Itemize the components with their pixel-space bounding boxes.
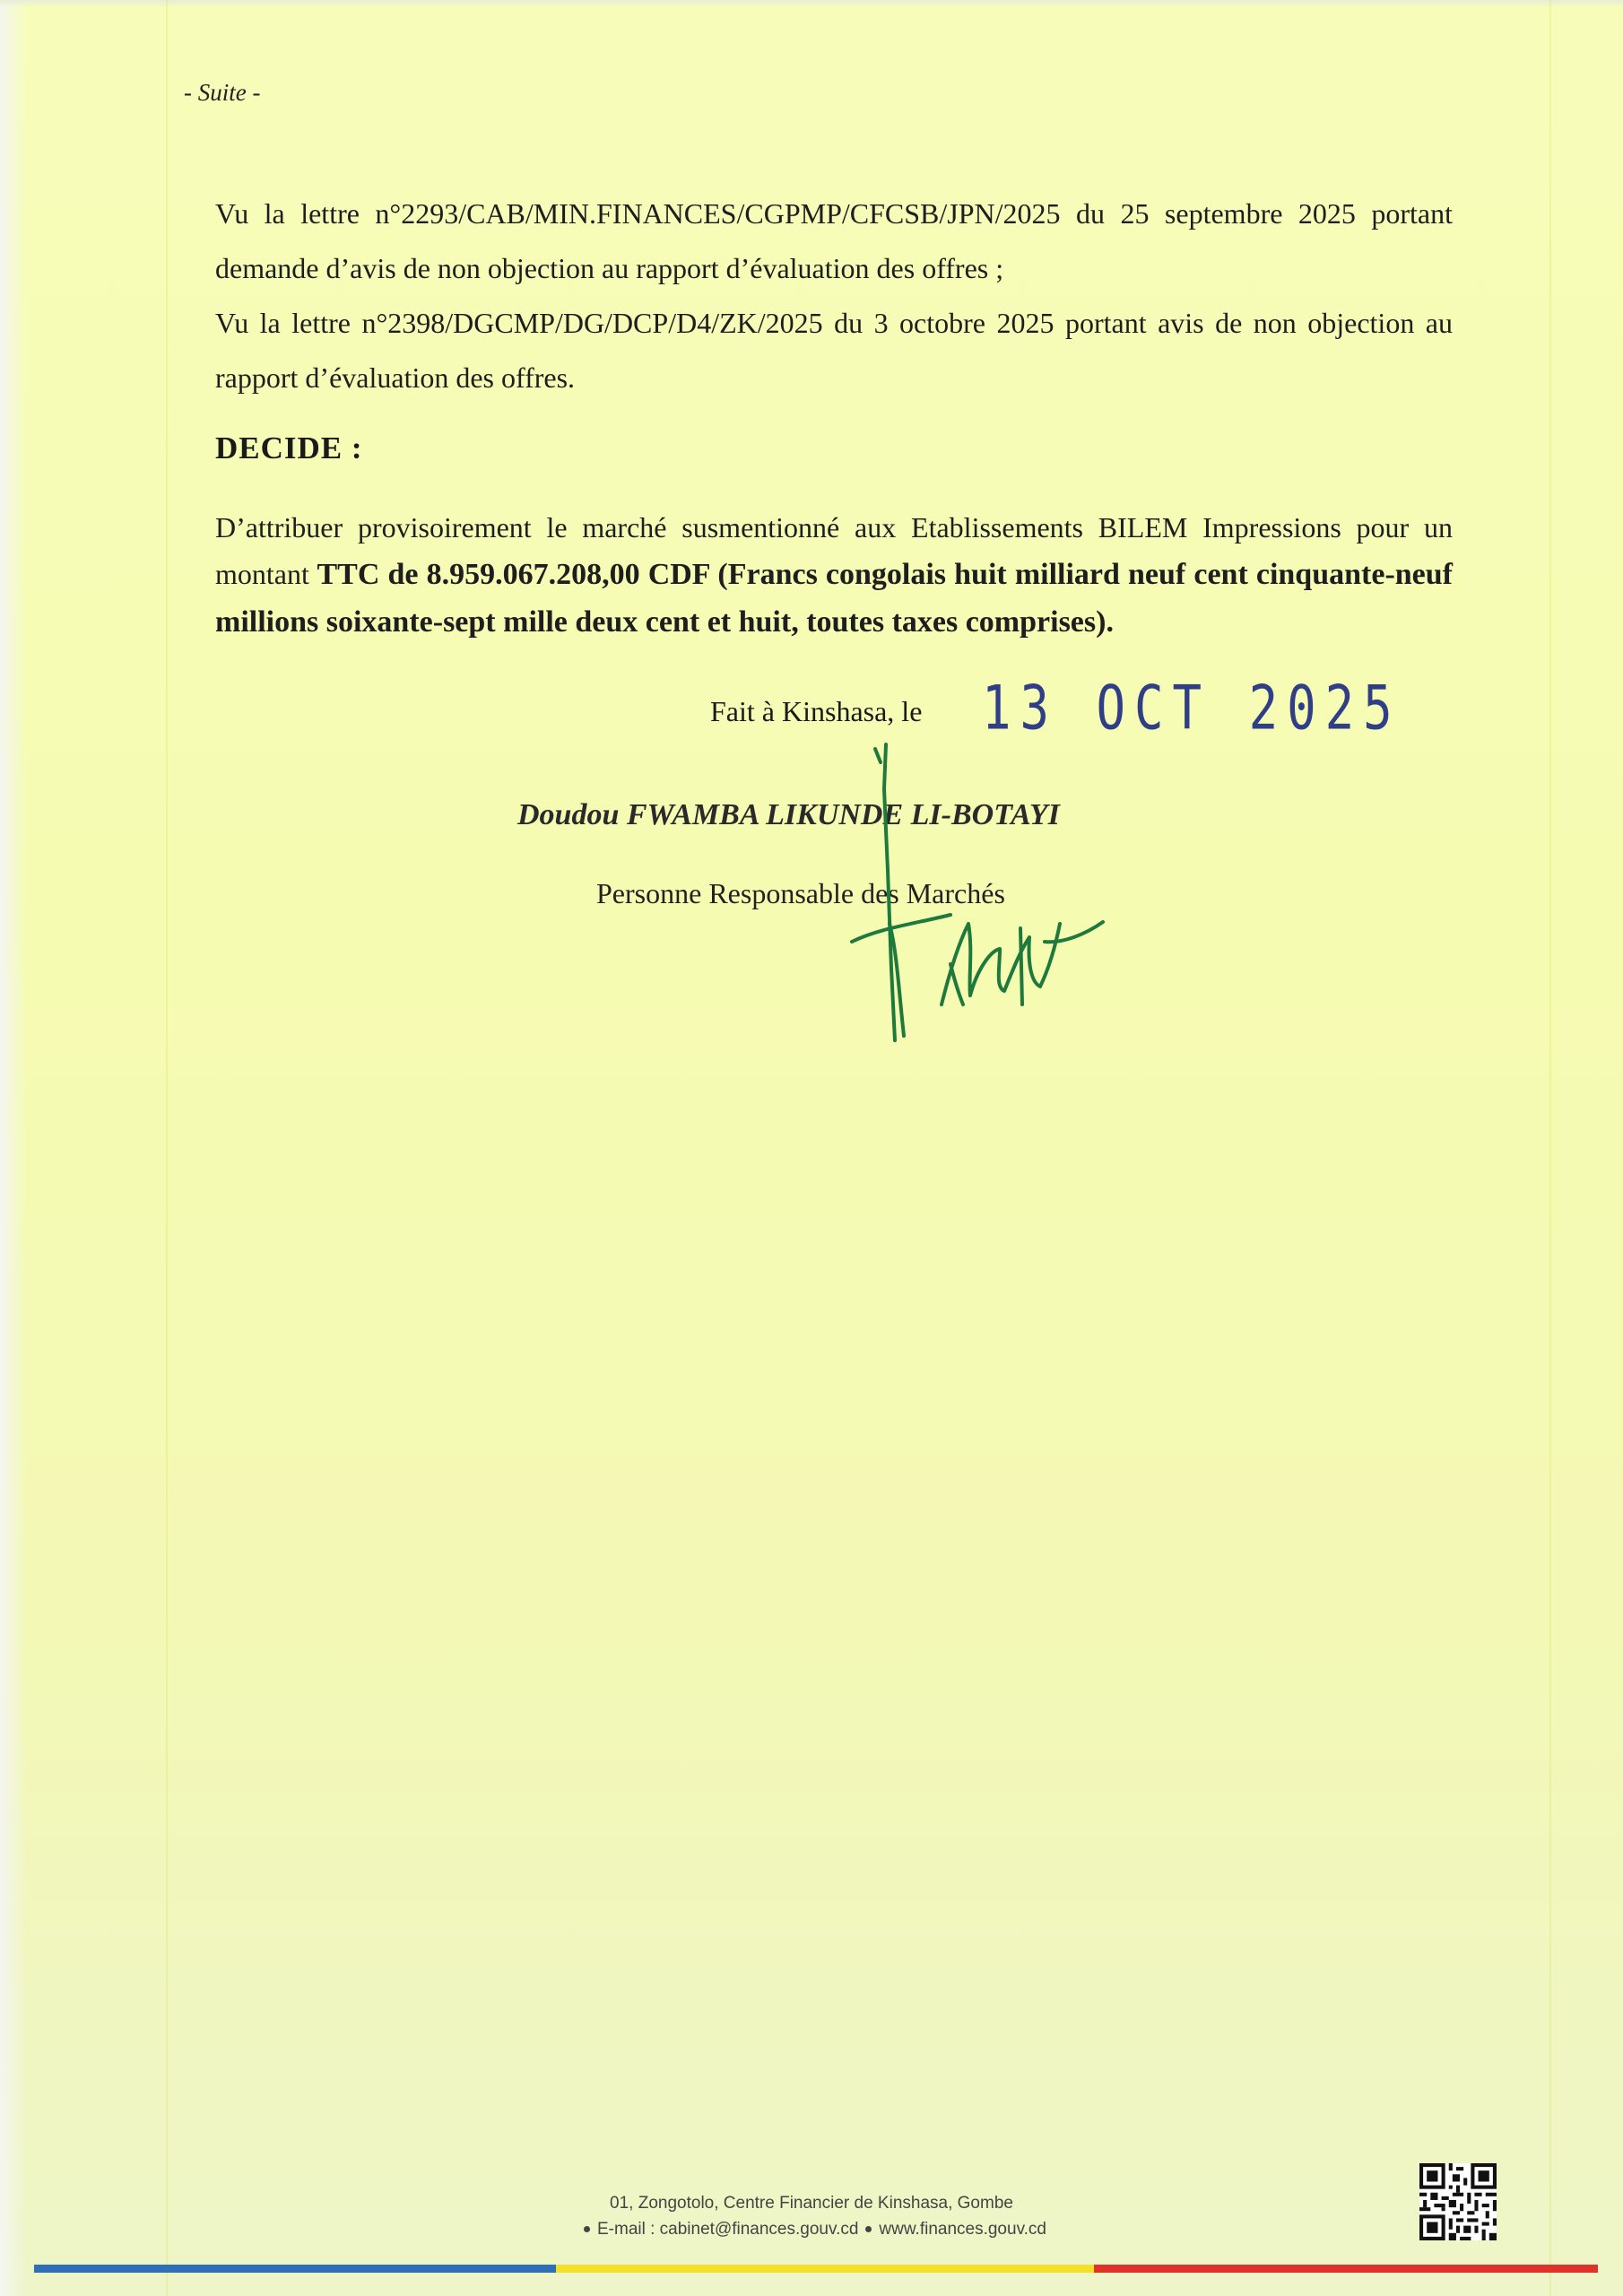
flag-band-yellow (556, 2265, 1094, 2273)
flag-band-red (1094, 2265, 1598, 2273)
footer-contacts (0, 2220, 1623, 2239)
footer-website: www.finances.gouv.cd (879, 2220, 1046, 2239)
decision-text (215, 504, 1453, 646)
qr-code-icon (1419, 2163, 1497, 2240)
signer-role: Personne Responsable des Marchés (596, 877, 1005, 909)
date-stamp: 13 OCT 2025 (982, 673, 1402, 744)
flag-band-blue (34, 2265, 556, 2273)
consideration-letter-2398: Vu la lettre n°2398/DGCMP/DG/DCP/D4/ZK/2025 du 3 octobre 2025 portant avis de non objection au rapport d’évaluation des offres. (215, 307, 1453, 394)
scan-edge (0, 0, 27, 2296)
decision-amount: TTC de 8.959.067.208,00 CDF (Francs congolais huit milliard neuf cent cinquante-neuf millions soixante-sept mille deux cent et huit, toutes taxes comprises). (215, 558, 1454, 639)
bullet-icon (584, 2226, 590, 2232)
bullet-icon (865, 2226, 872, 2232)
signer-name: Doudou FWAMBA LIKUNDE LI-BOTAYI (517, 798, 1060, 831)
place-line: Fait à Kinshasa, le (710, 695, 923, 727)
scan-top-edge (0, 0, 1623, 7)
decision-title: DECIDE : (215, 430, 363, 465)
considerations-block (215, 187, 1453, 405)
fold-line (1549, 0, 1551, 2296)
consideration-letter-2293: Vu la lettre n°2293/CAB/MIN.FINANCES/CGPMP/CFCSB/JPN/2025 du 25 septembre 2025 portant demande d’avis de non objection au rapport d’évaluation des offres ; (215, 197, 1453, 284)
footer-address: 01, Zongotolo, Centre Financier de Kinshasa, Gombe (610, 2194, 1013, 2213)
footer-email: E-mail : cabinet@finances.gouv.cd (597, 2220, 859, 2239)
continuation-label: - Suite - (184, 79, 261, 106)
decision-text-normal: D’attribuer provisoirement le marché susmentionné aux Etablissements BILEM Impressions pour un montant (215, 511, 1453, 590)
handwritten-signature (816, 735, 1112, 1058)
fold-line (166, 0, 168, 2296)
